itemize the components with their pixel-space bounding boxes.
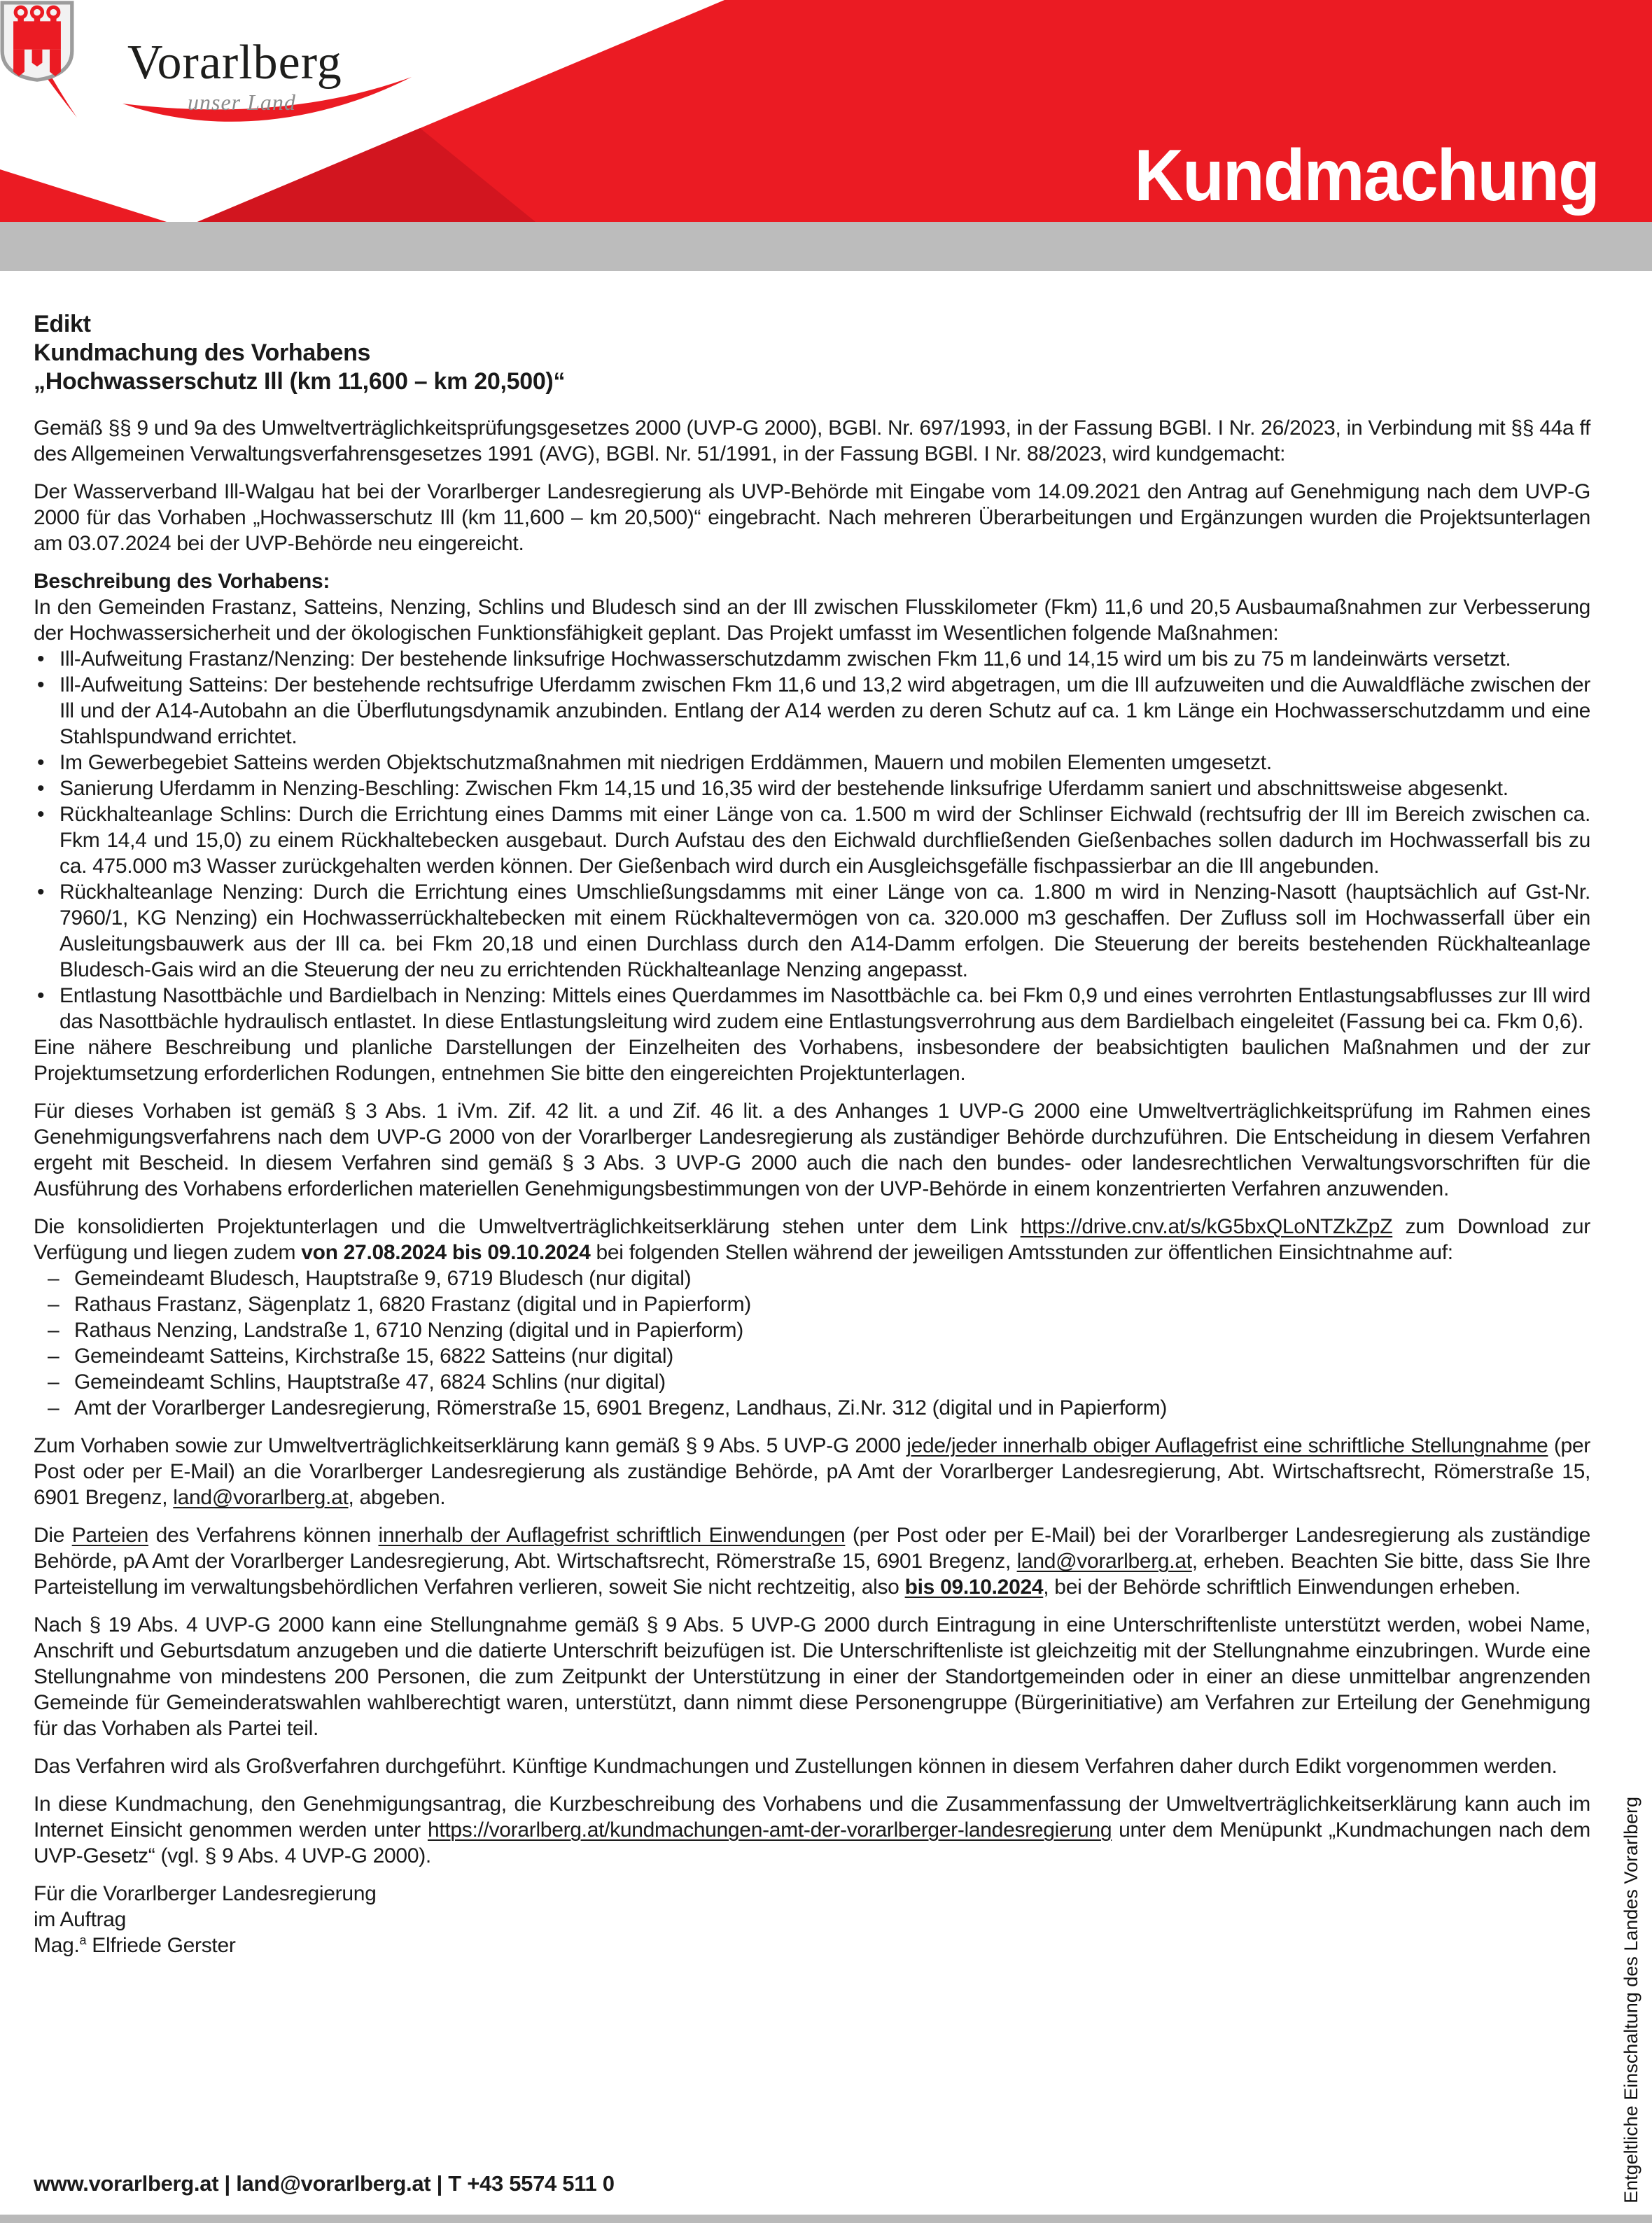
inspection-locations-list — [34, 1265, 1590, 1421]
text-segment: Die konsolidierten Projektunterlagen und die Umweltverträglichkeitserklärung stehen unter dem Link — [34, 1215, 1021, 1238]
measure-item-text: Sanierung Uferdamm in Nenzing-Beschling: Zwischen Fkm 14,15 und 16,35 wird der bestehende linksufrige Uferdamm saniert und abschnittsweise abgesenkt. — [59, 777, 1508, 800]
bullet-marker-icon: • — [37, 751, 45, 774]
inspection-location-item-text: Amt der Vorarlberger Landesregierung, Römerstraße 15, 6901 Bregenz, Landhaus, Zi.Nr. 312 (digital und in Papierform) — [74, 1396, 1168, 1419]
paragraph-statements — [34, 1433, 1590, 1510]
inspection-location-item — [34, 1343, 1590, 1369]
paragraph-application: Der Wasserverband Ill-Walgau hat bei der Vorarlberger Landesregierung als UVP-Behörde mit Eingabe vom 14.09.2021 den Antrag auf Genehmigung nach dem UVP-G 2000 für das Vorhaben „Hochwasserschutz Ill (km 11,600 – km 20,500)“ eingebracht. Nach mehreren Überarbeitungen und Ergänzungen wurden die Projektsunterlagen am 03.07.2024 bei der UVP-Behörde neu eingereicht. — [34, 480, 1590, 555]
paragraph-description-intro: In den Gemeinden Frastanz, Satteins, Nenzing, Schlins und Bludesch sind an der Ill zwischen Flusskilometer (Fkm) 11,6 und 20,5 Ausbaumaßnahmen zur Verbesserung der Hochwassersicherheit und der ökologischen Funktionsfähigkeit geplant. Das Projekt umfasst im Wesentlichen folgende Maßnahmen: — [34, 596, 1590, 645]
dash-marker-icon: – — [48, 1345, 59, 1368]
text-segment: (per Post oder per E-Mail) an die Vorarlberger Landesregierung als zuständige Behörde, pA Amt der Vorarlberger Landesregierung, Abt. Wirtschaftsrecht, Römerstraße 15, 6901 Bregenz, — [34, 1434, 1590, 1509]
bullet-marker-icon: • — [37, 881, 45, 904]
paragraph-procedure: Für dieses Vorhaben ist gemäß § 3 Abs. 1 iVm. Zif. 42 lit. a und Zif. 46 lit. a des Anhanges 1 UVP-G 2000 eine Umweltverträglichkeitsprüfung im Rahmen eines Genehmigungsverfahrens nach dem UVP-G 2000 von der Vorarlberger Landesregierung als zuständiger Behörde durchzuführen. Die Entscheidung in diesem Verfahren ergeht mit Bescheid. In diesem Verfahren sind gemäß § 3 Abs. 3 UVP-G 2000 auch die nach den bundes- oder landesrechtlichen Verwaltungsvorschriften für die Ausführung des Vorhabens erforderlichen materiellen Genehmigungsbestimmungen von der UVP-Behörde in einem konzentrierten Verfahren anzuwenden. — [34, 1100, 1590, 1200]
section-heading-description: Beschreibung des Vorhabens: — [34, 570, 330, 593]
paragraph-internet — [34, 1791, 1590, 1869]
text-segment: Zum Vorhaben sowie zur Umweltverträglichkeitserklärung kann gemäß § 9 Abs. 5 UVP-G 2000 — [34, 1434, 907, 1457]
bullet-marker-icon: • — [37, 647, 45, 671]
measure-item — [34, 646, 1590, 672]
signature-line-name — [34, 1933, 1590, 1958]
brand-wordmark: Vorarlberg — [127, 36, 342, 90]
dash-marker-icon: – — [48, 1267, 59, 1290]
title-kicker: Edikt — [34, 311, 91, 337]
bullet-marker-icon: • — [37, 673, 45, 696]
inline-link[interactable]: https://drive.cnv.at/s/kG5bxQLoNTZkZpZ — [1020, 1215, 1393, 1238]
text-segment: Elfriede Gerster — [86, 1934, 236, 1957]
bullet-marker-icon: • — [37, 777, 45, 800]
inspection-location-item-text: Rathaus Nenzing, Landstraße 1, 6710 Nenzing (digital und in Papierform) — [74, 1319, 743, 1342]
title-line3: „Hochwasserschutz Ill (km 11,600 – km 20,500)“ — [34, 368, 566, 395]
text-segment: von 27.08.2024 bis 09.10.2024 — [301, 1241, 591, 1264]
text-segment: zum Download zur Verfügung und liegen zudem — [34, 1215, 1590, 1264]
inspection-location-item-text: Gemeindeamt Satteins, Kirchstraße 15, 6822 Satteins (nur digital) — [74, 1345, 673, 1368]
footer-contact: www.vorarlberg.at | land@vorarlberg.at | T +43 5574 511 0 — [34, 2171, 615, 2196]
text-segment: a — [79, 1933, 87, 1947]
header-gray-band — [0, 222, 1652, 271]
measure-item — [34, 776, 1590, 801]
paragraph-legal-basis: Gemäß §§ 9 und 9a des Umweltverträglichkeitsprüfungsgesetzes 2000 (UVP-G 2000), BGBl. Nr. 697/1993, in der Fassung BGBl. I Nr. 26/2023, in Verbindung mit §§ 44a ff des Allgemeinen Verwaltungsverfahrensgesetzes 1991 (AVG), BGBl. Nr. 51/1991, in der Fassung BGBl. I Nr. 88/2023, wird kundgemacht: — [34, 416, 1590, 465]
measure-item — [34, 983, 1590, 1035]
measure-item — [34, 750, 1590, 776]
text-segment: , bei der Behörde schriftlich Einwendungen erheben. — [1043, 1576, 1521, 1599]
side-note-paid-notice: Entgeltliche Einschaltung des Landes Vorarlberg — [1620, 1797, 1642, 2203]
inspection-location-item-text: Gemeindeamt Schlins, Hauptstraße 47, 6824 Schlins (nur digital) — [74, 1370, 666, 1394]
dash-marker-icon: – — [48, 1396, 59, 1419]
text-segment: innerhalb der Auflagefrist schriftlich Einwendungen — [378, 1524, 846, 1547]
signature-line-authority: Für die Vorarlberger Landesregierung — [34, 1882, 377, 1905]
measure-item-text: Ill-Aufweitung Satteins: Der bestehende rechtsufrige Uferdamm zwischen Fkm 11,6 und 13,2 wird abgetragen, um die Ill aufzuweiten und die Auwaldfläche zwischen der Ill und der A14-Autobahn an die Überflutungsdynamik anzubinden. Entlang der A14 werden zu deren Schutz auf ca. 1 km Länge ein Hochwasserschutzdamm und eine Stahlspundwand errichtet. — [59, 673, 1590, 748]
text-segment: bis 09.10.2024 — [904, 1576, 1044, 1599]
paragraph-signature-list: Nach § 19 Abs. 4 UVP-G 2000 kann eine Stellungnahme gemäß § 9 Abs. 5 UVP-G 2000 durch Eintragung in eine Unterschriftenliste unterstützt werden, wobei Name, Anschrift und Geburtsdatum anzugeben und die datierte Unterschrift beizufügen ist. Die Unterschriftenliste ist gleichzeitig mit der Stellungnahme einzubringen. Wurde eine Stellungnahme von mindestens 200 Personen, die zum Zeitpunkt der Unterstützung in einer der Standortgemeinden oder in einer an diese unmittelbar angrenzenden Gemeinde für Gemeinderatswahlen wahlberechtigt waren, unterstützt, dann nimmt diese Personengruppe (Bürgerinitiative) am Verfahren zur Erteilung der Genehmigung für das Vorhaben als Partei teil. — [34, 1613, 1590, 1740]
dash-marker-icon: – — [48, 1370, 59, 1394]
paragraph-details-note: Eine nähere Beschreibung und planliche Darstellungen der Einzelheiten des Vorhabens, insbesondere der beabsichtigten baulichen Maßnahmen und der zur Projektumsetzung erforderlichen Rodungen, entnehmen Sie bitte den eingereichten Projektunterlagen. — [34, 1036, 1590, 1085]
measure-item-text: Rückhalteanlage Nenzing: Durch die Errichtung eines Umschließungsdamms mit einer Länge von ca. 1.800 m wird in Nenzing-Nasott (hauptsächlich auf Gst-Nr. 7960/1, KG Nenzing) ein Hochwasserrückhaltebecken mit einem Rückhaltevermögen von ca. 320.000 m3 geschaffen. Der Zufluss soll im Hochwasserfall über ein Ausleitungsbauwerk aus der Ill ca. bei Fkm 20,18 und einen Durchlass durch den A14-Damm erfolgen. Die Steuerung der bereits bestehenden Rückhalteanlage Bludesch-Gais wird an die Steuerung der neu zu errichtenden Rückhalteanlage Nenzing angepasst. — [59, 881, 1590, 981]
title-line2: Kundmachung des Vorhabens — [34, 339, 371, 366]
text-segment: Die — [34, 1524, 72, 1547]
text-segment: (per Post oder per E-Mail) bei der Vorarlberger Landesregierung als zuständige Behörde, pA Amt der Vorarlberger Landesregierung, Abt. Wirtschaftsrecht, Römerstraße 15, 6901 Bregenz, — [34, 1524, 1590, 1573]
measure-item-text: Rückhalteanlage Schlins: Durch die Errichtung eines Damms mit einer Länge von ca. 1.500 m wird der Schlinser Eichwald (rechtsufrig der Ill im Bereich zwischen ca. Fkm 14,4 und 15,0) zu einem Rückhaltebecken ausgebaut. Durch Aufstau des den Eichwald durchfließenden Gießenbaches sollen dadurch im Hochwasserfall bis zu ca. 475.000 m3 Wasser zurückgehalten werden können. Der Gießenbach wird durch ein Ausgleichsgefälle fischpassierbar an die Ill angebunden. — [59, 803, 1590, 878]
inspection-location-item-text: Gemeindeamt Bludesch, Hauptstraße 9, 6719 Bludesch (nur digital) — [74, 1267, 692, 1290]
inspection-location-item — [34, 1265, 1590, 1291]
measure-item — [34, 879, 1590, 983]
dash-marker-icon: – — [48, 1319, 59, 1342]
vorarlberg-coat-of-arms-icon — [0, 0, 74, 83]
bottom-gray-bar — [0, 2215, 1652, 2223]
inline-link[interactable]: land@vorarlberg.at — [173, 1486, 349, 1509]
measures-list — [34, 646, 1590, 1035]
text-segment: Mag. — [34, 1934, 80, 1957]
document-title — [34, 310, 1590, 396]
vorarlberg-logo — [0, 0, 490, 222]
masthead — [0, 0, 1652, 222]
document-body — [34, 310, 1590, 1958]
brand-subtitle: unser Land — [188, 90, 296, 115]
inline-link[interactable]: land@vorarlberg.at — [1016, 1550, 1192, 1573]
inspection-location-item — [34, 1369, 1590, 1395]
paragraph-objections — [34, 1522, 1590, 1600]
banner-title: Kundmachung — [1134, 135, 1599, 216]
bullet-marker-icon: • — [37, 803, 45, 826]
paragraph-inspection-intro — [34, 1214, 1590, 1265]
measure-item-text: Entlastung Nasottbächle und Bardielbach in Nenzing: Mittels eines Querdammes im Nasottbächle ca. bei Fkm 0,9 und eines verrohrten Entlastungsabflusses zur Ill wird das Nasottbächle hydraulisch entlastet. In diese Entlastungsleitung wird zudem eine Entlastungsverrohrung aus dem Bardielbach eingeleitet (Fassung bei ca. Fkm 0,6). — [59, 984, 1590, 1033]
text-segment: des Verfahrens können — [148, 1524, 379, 1547]
text-segment: jede/jeder innerhalb obiger Auflagefrist eine schriftliche Stellungnahme — [906, 1434, 1548, 1457]
inspection-location-item-text: Rathaus Frastanz, Sägenplatz 1, 6820 Frastanz (digital und in Papierform) — [74, 1293, 751, 1316]
inspection-location-item — [34, 1317, 1590, 1343]
text-segment: , abgeben. — [348, 1486, 446, 1509]
text-segment: Parteien — [71, 1524, 149, 1547]
text-segment: bei folgenden Stellen während der jeweiligen Amtsstunden zur öffentlichen Einsichtnahme auf: — [590, 1241, 1453, 1264]
inspection-location-item — [34, 1291, 1590, 1317]
text-segment: unter dem Menüpunkt „Kundmachungen nach dem UVP-Gesetz“ (vgl. § 9 Abs. 4 UVP-G 2000). — [34, 1818, 1590, 1867]
text-segment: , erheben. Beachten Sie bitte, dass Sie Ihre Parteistellung im verwaltungsbehördlichen Verfahren verlieren, soweit Sie nicht rechtzeitig, also — [34, 1550, 1590, 1599]
dash-marker-icon: – — [48, 1293, 59, 1316]
inline-link[interactable]: https://vorarlberg.at/kundmachungen-amt-der-vorarlberger-landesregierung — [427, 1818, 1112, 1842]
signature-block — [34, 1881, 1590, 1958]
inspection-location-item — [34, 1395, 1590, 1421]
text-segment: In diese Kundmachung, den Genehmigungsantrag, die Kurzbeschreibung des Vorhabens und die Zusammenfassung der Umweltverträglichkeitserklärung kann auch im Internet Einsicht genommen werden unter — [34, 1793, 1590, 1842]
measure-item — [34, 672, 1590, 750]
measure-item — [34, 801, 1590, 879]
signature-line-order: im Auftrag — [34, 1908, 127, 1931]
measure-item-text: Im Gewerbegebiet Satteins werden Objektschutzmaßnahmen mit niedrigen Erddämmen, Mauern und mobilen Elementen umgesetzt. — [59, 751, 1272, 774]
bullet-marker-icon: • — [37, 984, 45, 1007]
measure-item-text: Ill-Aufweitung Frastanz/Nenzing: Der bestehende linksufrige Hochwasserschutzdamm zwischen Fkm 11,6 und 14,15 wird um bis zu 75 m landeinwärts versetzt. — [59, 647, 1511, 671]
paragraph-grossverfahren: Das Verfahren wird als Großverfahren durchgeführt. Künftige Kundmachungen und Zustellungen können in diesem Verfahren daher durch Edikt vorgenommen werden. — [34, 1755, 1558, 1778]
